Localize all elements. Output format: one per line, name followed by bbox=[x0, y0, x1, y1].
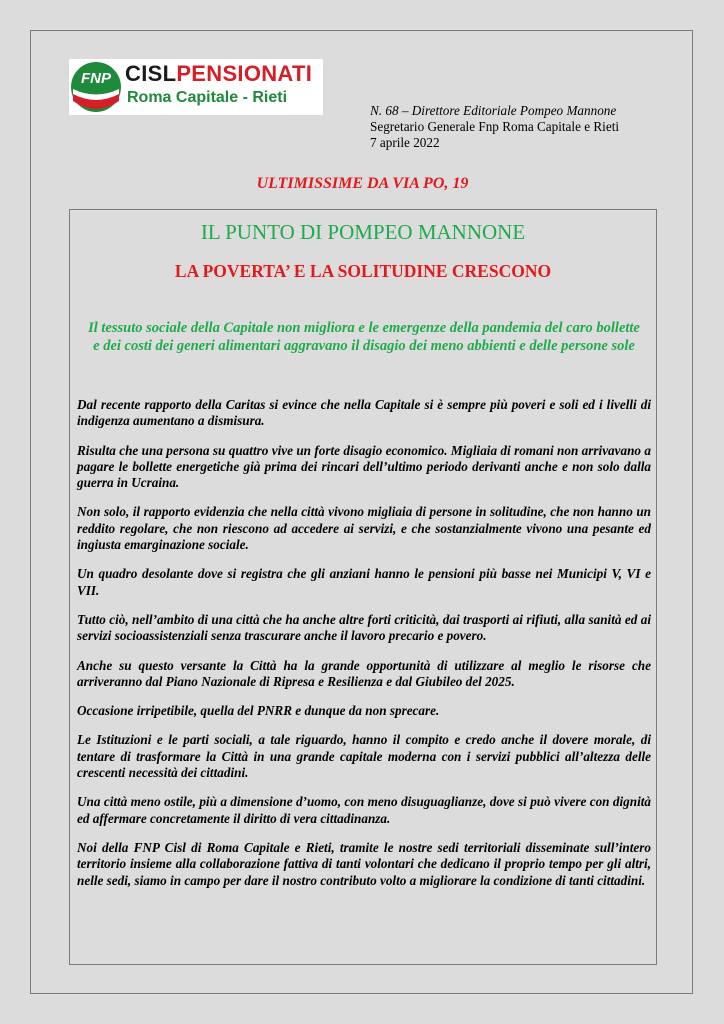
issue-line: N. 68 – Direttore Editoriale Pompeo Mannone bbox=[370, 103, 617, 118]
article-paragraph: Anche su questo versante la Città ha la grande opportunità di utilizzare al meglio le risorse che arriveranno dal Piano Nazionale di Ripresa e Resilienza e dal Giubileo del 2025. bbox=[77, 657, 651, 689]
article-paragraph: Risulta che una persona su quattro vive un forte disagio economico. Migliaia di romani non arrivavano a pagare le bollette energetiche già prima dei rincari dell’ultimo periodo derivanti anche e non solo dalla guerra in Ucraina. bbox=[77, 442, 651, 491]
logo-region-text: Roma Capitale - Rieti bbox=[127, 89, 288, 106]
masthead-meta bbox=[370, 103, 619, 151]
article-lead: Il tessuto sociale della Capitale non migliora e le emergenze della pandemia del caro bollette e dei costi dei generi alimentari aggravano il disagio dei meno abbienti e delle persone sole bbox=[88, 320, 640, 354]
article-body bbox=[77, 397, 651, 902]
article-paragraph: Le Istituzioni e le parti sociali, a tale riguardo, hanno il compito e credo anche il dovere morale, di tentare di trasformare la Città in una grande capitale moderna con i servizi pubblici all’altezza delle crescenti necessità dei cittadini. bbox=[77, 732, 651, 781]
fnp-cisl-logo bbox=[69, 59, 323, 115]
article-title: IL PUNTO DI POMPEO MANNONE bbox=[200, 220, 526, 244]
article-paragraph: Dal recente rapporto della Caritas si evince che nella Capitale si è sempre più poveri e soli ed i livelli di indigenza aumentano a dismisura. bbox=[77, 397, 651, 429]
article-paragraph: Noi della FNP Cisl di Roma Capitale e Rieti, tramite le nostre sedi territoriali disseminate sull’intero territorio insieme alla collaborazione fattiva di tanti volontari che dedicano il proprio tempo per gli altri, nelle sedi, siamo in campo per dare il nostro contributo volto a migliorare la condizione di tanti cittadini. bbox=[77, 839, 651, 888]
secretary-line: Segretario Generale Fnp Roma Capitale e Rieti bbox=[370, 119, 620, 134]
article-paragraph: Occasione irripetibile, quella del PNRR e dunque da non sprecare. bbox=[77, 703, 440, 719]
section-kicker: ULTIMISSIME DA VIA PO, 19 bbox=[256, 175, 469, 192]
article-paragraph: Non solo, il rapporto evidenzia che nella città vivono migliaia di persone in solitudine, che non hanno un reddito regolare, che non riescono ad accedere ai servizi, e che sostanzialmente vivono una pesante ed ingiusta emarginazione sociale. bbox=[77, 504, 651, 553]
logo-cisl-text: CISL bbox=[125, 61, 177, 86]
article-box bbox=[69, 209, 657, 965]
logo-pensionati-text: PENSIONATI bbox=[176, 61, 313, 86]
logo-brand bbox=[125, 61, 312, 87]
article-paragraph: Una città meno ostile, più a dimensione d’uomo, con meno disuguaglianze, dove si può vivere con dignità ed affermare concretamente il diritto di vera cittadinanza. bbox=[77, 794, 651, 826]
article-headline: LA POVERTA’ E LA SOLITUDINE CRESCONO bbox=[174, 261, 552, 281]
issue-date: 7 aprile 2022 bbox=[370, 135, 440, 150]
newsletter-page bbox=[30, 30, 693, 994]
fnp-emblem-icon bbox=[69, 59, 125, 115]
article-paragraph: Un quadro desolante dove si registra che gli anziani hanno le pensioni più basse nei Municipi V, VI e VII. bbox=[77, 566, 651, 598]
article-paragraph: Tutto ciò, nell’ambito di una città che ha anche altre forti criticità, dai trasporti ai rifiuti, alla sanità ed ai servizi socioassistenziali senza trascurare anche il lavoro precario e povero. bbox=[77, 611, 651, 644]
logo-fnp-text: FNP bbox=[81, 70, 111, 87]
